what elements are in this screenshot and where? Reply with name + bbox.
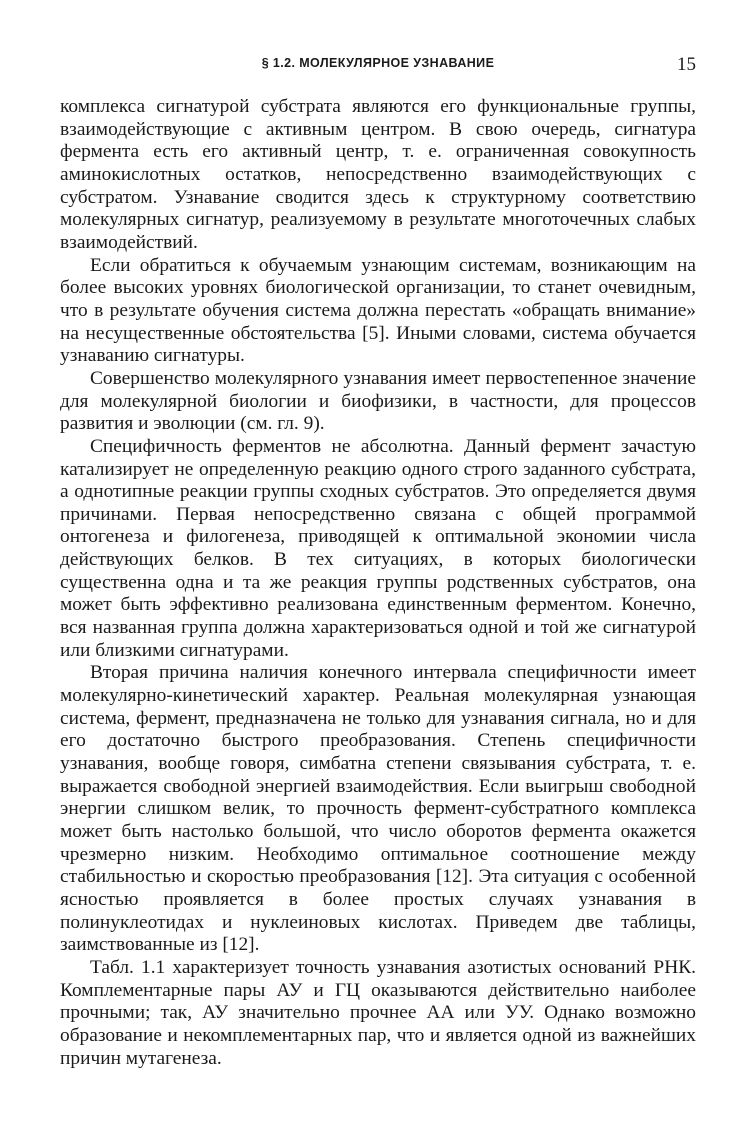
paragraph-table-reference: Табл. 1.1 характеризует точность узнавания азотистых оснований РНК. Комплементарные пары АУ и ГЦ оказываются действительно наиболее прочными; так, АУ значительно прочнее АА или УУ. Однако возможно образование и некомплементарных пар, что и является одной из важнейших причин мутагенеза. (60, 956, 696, 1069)
paragraph-recognition-perfection: Совершенство молекулярного узнавания имеет первостепенное значение для молекулярной биологии и биофизики, в частности, для процессов развития и эволюции (см. гл. 9). (60, 367, 696, 435)
page-number: 15 (677, 54, 696, 75)
paragraph-continuation: комплекса сигнатурой субстрата являются его функциональные группы, взаимодействующие с активным центром. В свою очередь, сигнатура фермента есть его активный центр, т. е. ограниченная совокупность аминокислотных остатков, непосредственно взаимодействующих с субстратом. Узнавание сводится здесь к структурному соответствию молекулярных сигнатур, реализуемому в результате многоточечных слабых взаимодействий. (60, 96, 696, 253)
paragraph-enzyme-specificity: Специфичность ферментов не абсолютна. Данный фермент зачастую катализирует не определенную реакцию одного строго заданного субстрата, а однотипные реакции группы сходных субстратов. Это определяется двумя причинами. Первая непосредственно связана с общей программой онтогенеза и филогенеза, приводящей к оптимальной экономии числа действующих белков. В тех ситуациях, в которых биологически существенна одна и та же реакция группы родственных субстратов, она может быть эффективно реализована единственным ферментом. Конечно, вся названная группа должна характеризоваться одной и той же сигнатурой или близкими сигнатурами. (60, 435, 696, 661)
running-head (60, 56, 696, 78)
paragraph-trainable-systems: Если обратиться к обучаемым узнающим системам, возникающим на более высоких уровнях биологической организации, то станет очевидным, что в результате обучения система должна перестать «обращать внимание» на несущественные обстоятельства [5]. Иными словами, система обучается узнаванию сигнатуры. (60, 254, 696, 367)
section-title: § 1.2. МОЛЕКУЛЯРНОЕ УЗНАВАНИЕ (261, 56, 495, 70)
body-text (60, 96, 696, 1070)
paragraph-second-reason: Вторая причина наличия конечного интервала специфичности имеет молекулярно-кинетический характер. Реальная молекулярная узнающая система, фермент, предназначена не только для узнавания сигнала, но и для его достаточно быстрого преобразования. Степень специфичности узнавания, вообще говоря, симбатна степени связывания субстрата, т. е. выражается свободной энергией взаимодействия. Если выигрыш свободной энергии слишком велик, то прочность фермент-субстратного комплекса может быть настолько большой, что число оборотов фермента окажется чрезмерно низким. Необходимо оптимальное соотношение между стабильностью и скоростью преобразования [12]. Эта ситуация с особенной ясностью проявляется в более простых случаях узнавания в полинуклеотидах и нуклеиновых кислотах. Приведем две таблицы, заимствованные из [12]. (60, 662, 696, 956)
